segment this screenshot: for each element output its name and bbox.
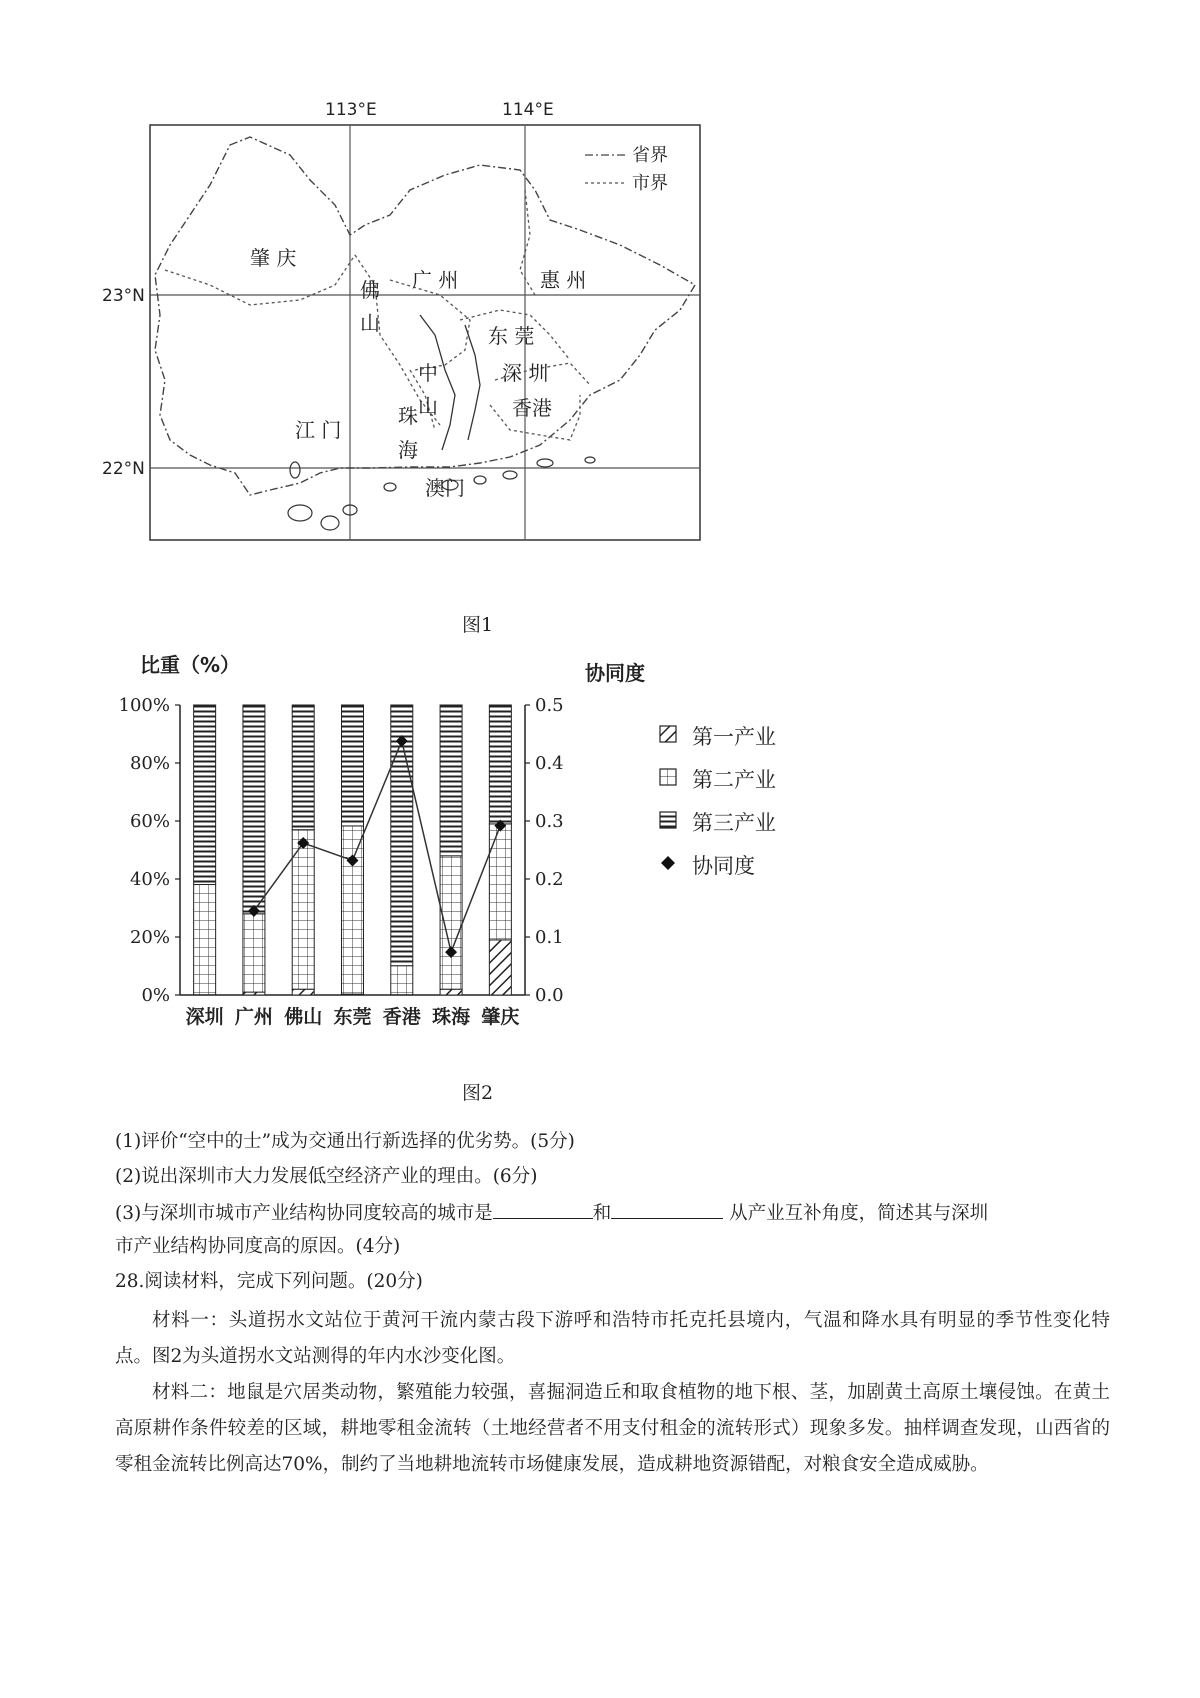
answer-blank-2[interactable]: [611, 1198, 723, 1219]
bar-segment: [489, 705, 511, 824]
border-huizhou-west: [520, 190, 535, 295]
city-jiangmen: 江 门: [295, 418, 342, 442]
city-dongguan: 东 莞: [488, 324, 535, 348]
lon-label-113: 113°E: [325, 100, 377, 120]
bar-segment: [391, 966, 413, 995]
chart-x-labels: [186, 1005, 520, 1028]
material-2: 材料二：地鼠是穴居类动物，繁殖能力较强，喜掘洞造丘和取食植物的地下根、茎，加剧黄土高原土壤侵蚀。在黄土高原耕作条件较差的区域，耕地零租金流转（土地经营者不用支付租金的流转形式）现象多发。抽样调查发现，山西省的零租金流转比例高达70%，制约了当地耕地流转市场健康发展，造成耕地资源错配，对粮食安全造成威胁。: [115, 1382, 1110, 1475]
figure2-chart: [100, 650, 840, 1070]
bar-segment: [194, 705, 216, 885]
bar-segment: [194, 885, 216, 995]
figure2-caption: 图2: [462, 1082, 494, 1104]
bar-segment: [440, 989, 462, 995]
figure1-caption: 图1: [462, 614, 494, 636]
chart-line: [248, 735, 506, 958]
city-zhuhai-1: 珠: [398, 404, 418, 428]
left-tick-label: 20%: [129, 927, 170, 948]
legend-label: 第二产业: [692, 768, 776, 792]
right-axis-title: 协同度: [585, 661, 645, 685]
legend-city-label: 市界: [632, 173, 668, 194]
right-tick-label: 0.5: [535, 695, 564, 716]
x-tick-label: 东莞: [333, 1006, 372, 1028]
right-tick-label: 0.1: [535, 927, 564, 948]
question-1: (1)评价“空中的士”成为交通出行新选择的优劣势。(5分): [115, 1131, 575, 1152]
bar-segment: [243, 705, 265, 914]
bar-segment: [489, 940, 511, 995]
map-svg: [102, 95, 770, 595]
x-tick-label: 广州: [234, 1006, 273, 1028]
question-3-text-a: (3)与深圳市城市产业结构协同度较高的城市是: [115, 1203, 493, 1224]
province-border: [155, 137, 695, 495]
right-tick-label: 0.0: [535, 985, 564, 1006]
x-tick-label: 香港: [382, 1006, 421, 1028]
city-zhuhai-2: 海: [398, 438, 418, 462]
question-3-text-b: 从产业互补角度，简述其与深圳: [729, 1203, 989, 1224]
left-tick-label: 60%: [129, 811, 170, 832]
legend-label: 第一产业: [692, 725, 776, 749]
city-macau: 澳门: [425, 476, 465, 500]
right-tick-label: 0.2: [535, 869, 564, 890]
city-zhongshan-1: 中: [418, 361, 438, 385]
left-tick-label: 40%: [129, 869, 170, 890]
question-28-title: 28.阅读材料，完成下列问题。(20分): [115, 1271, 423, 1292]
bar-segment: [489, 824, 511, 940]
bar-segment: [243, 914, 265, 992]
lon-label-114: 114°E: [502, 100, 554, 120]
left-axis-title: 比重（%）: [140, 653, 241, 677]
legend-swatch: [660, 769, 676, 785]
legend-swatch: [660, 726, 676, 742]
border-guangzhou-south: [390, 280, 470, 370]
chart-svg: [100, 650, 840, 1070]
city-foshan-1: 佛: [360, 278, 380, 302]
x-tick-label: 深圳: [185, 1006, 224, 1028]
bar-segment: [292, 989, 314, 995]
city-shenzhen: 深 圳: [502, 361, 549, 385]
chart-legend: [660, 725, 776, 878]
right-tick-label: 0.3: [535, 811, 564, 832]
lat-label-22: 22°N: [102, 459, 145, 479]
left-tick-label: 100%: [118, 695, 170, 716]
city-zhongshan-2: 山: [418, 394, 438, 418]
question-3-line2: 市产业结构协同度高的原因。(4分): [115, 1236, 401, 1257]
chart-bars: [194, 705, 512, 995]
left-tick-label: 80%: [129, 753, 170, 774]
x-tick-label: 佛山: [284, 1006, 323, 1028]
figure1-map: [102, 95, 770, 595]
question-2: (2)说出深圳市大力发展低空经济产业的理由。(6分): [115, 1166, 538, 1187]
legend-swatch: [661, 856, 675, 870]
left-tick-label: 0%: [141, 985, 170, 1006]
legend-province-label: 省界: [632, 145, 668, 166]
bar-segment: [342, 705, 364, 826]
bar-segment: [440, 705, 462, 856]
x-tick-label: 肇庆: [481, 1006, 520, 1028]
bar-segment: [292, 705, 314, 830]
city-zhaoqing: 肇 庆: [250, 246, 297, 270]
legend-label: 第三产业: [692, 811, 776, 835]
city-foshan-2: 山: [360, 311, 380, 335]
legend-label: 协同度: [692, 854, 755, 878]
x-tick-label: 珠海: [432, 1006, 471, 1028]
material-1: 材料一：头道拐水文站位于黄河干流内蒙古段下游呼和浩特市托克托县境内，气温和降水具有明显的季节性变化特点。图2为头道拐水文站测得的年内水沙变化图。: [115, 1310, 1110, 1367]
answer-blank-1[interactable]: [493, 1198, 593, 1219]
city-huizhou: 惠 州: [540, 268, 587, 292]
question-3-and: 和: [592, 1203, 612, 1224]
city-guangzhou: 广 州: [412, 268, 459, 292]
city-hongkong: 香港: [512, 396, 552, 420]
bar-segment: [440, 856, 462, 989]
coordination-line: [254, 741, 500, 952]
lat-label-23: 23°N: [102, 286, 145, 306]
bar-segment: [342, 826, 364, 994]
legend-swatch: [660, 812, 676, 828]
question-3: [115, 1198, 988, 1228]
right-tick-label: 0.4: [535, 753, 564, 774]
